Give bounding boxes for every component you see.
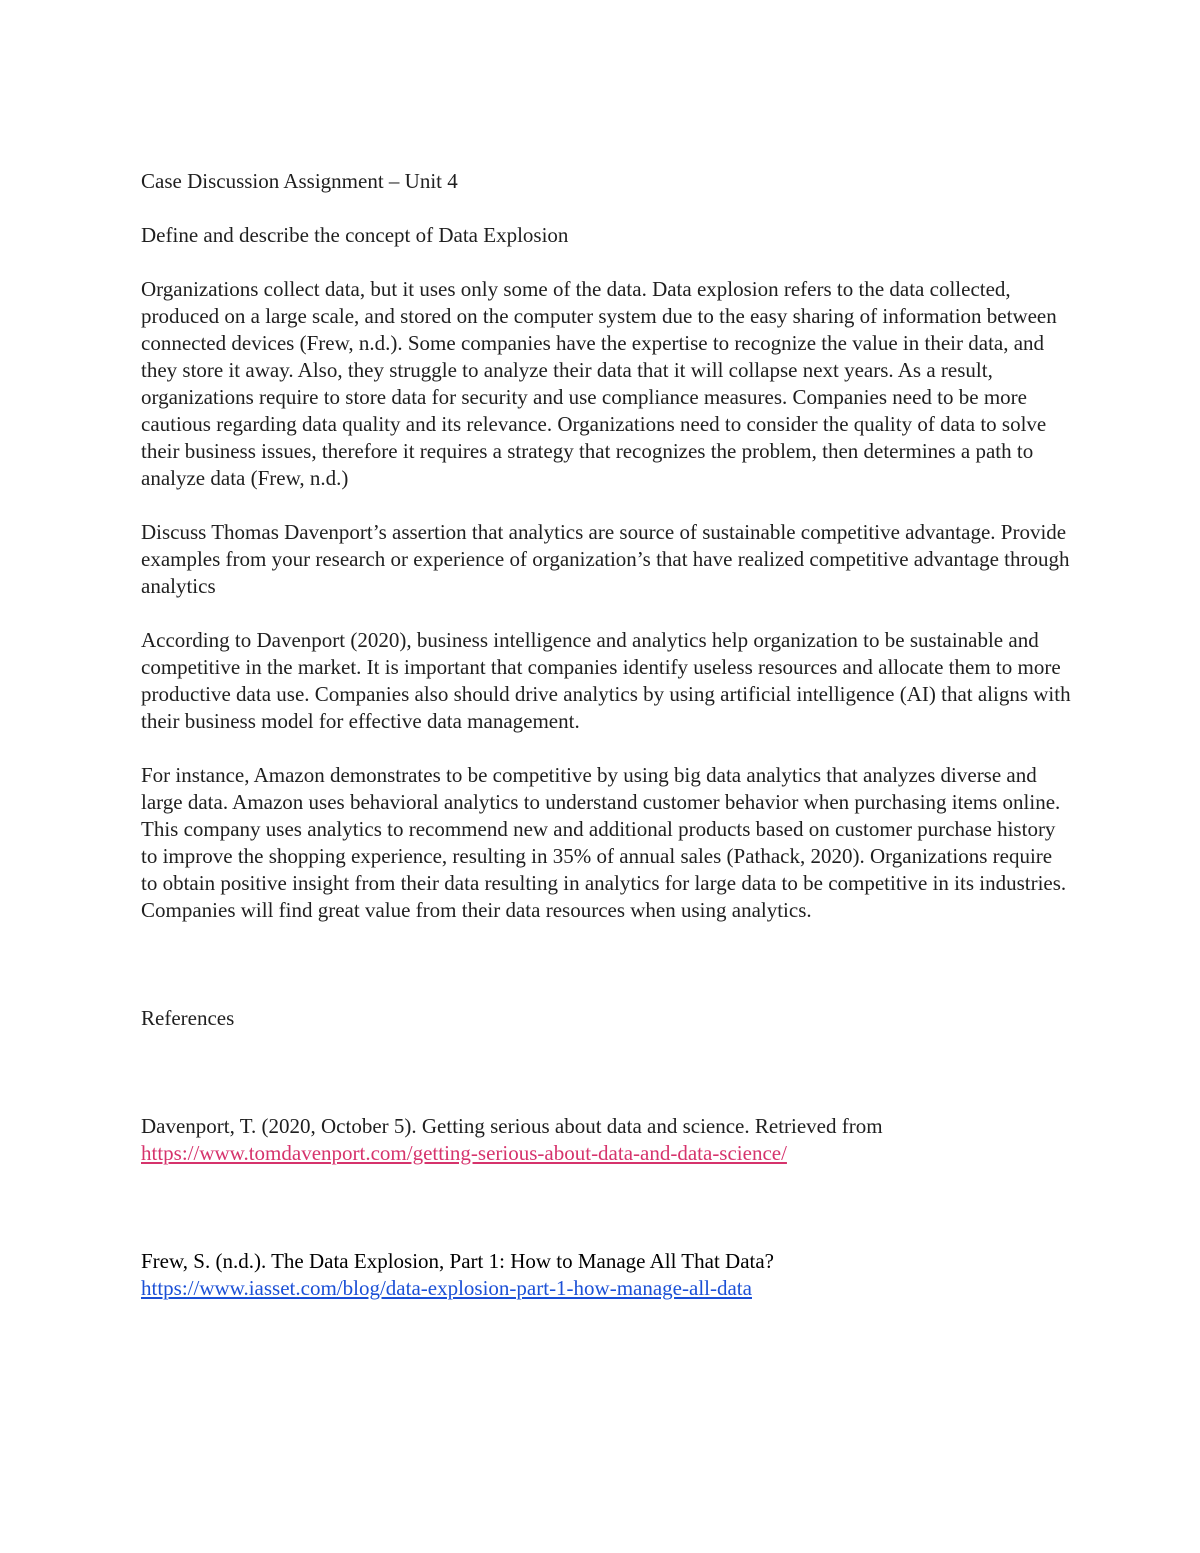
answer-1: Organizations collect data, but it uses only some of the data. Data explosion refers to the data collected, produced on a large scale, and stored on the computer system due to the easy sharing of information between connected devices (Frew, n.d.). Some companies have the expertise to recognize the value in their data, and they store it away. Also, they struggle to analyze their data that it will collapse next years. As a result, organizations require to store data for security and use compliance measures. Companies need to be more cautious regarding data quality and its relevance. Organizations need to consider the quality of data to solve their business issues, therefore it requires a strategy that recognizes the problem, then determines a path to analyze data (Frew, n.d.) xyxy=(141,277,1057,490)
document-title: Case Discussion Assignment – Unit 4 xyxy=(141,169,458,193)
question-1: Define and describe the concept of Data Explosion xyxy=(141,223,569,247)
document-body xyxy=(141,168,1071,1302)
reference-frew-link[interactable]: https://www.iasset.com/blog/data-explosion-part-1-how-manage-all-data xyxy=(141,1276,752,1300)
reference-frew xyxy=(141,1248,1071,1302)
question-2: Discuss Thomas Davenport’s assertion that analytics are source of sustainable competitive advantage. Provide examples from your research or experience of organization’s that have realized competitive advantage through analytics xyxy=(141,520,1070,598)
reference-davenport-link[interactable]: https://www.tomdavenport.com/getting-serious-about-data-and-data-science/ xyxy=(141,1141,787,1165)
answer-3: For instance, Amazon demonstrates to be competitive by using big data analytics that analyzes diverse and large data. Amazon uses behavioral analytics to understand customer behavior when purchasing items online. This company uses analytics to recommend new and additional products based on customer purchase history to improve the shopping experience, resulting in 35% of annual sales (Pathack, 2020). Organizations require to obtain positive insight from their data resulting in analytics for large data to be competitive in its industries. Companies will find great value from their data resources when using analytics. xyxy=(141,763,1067,922)
answer-2: According to Davenport (2020), business intelligence and analytics help organization to be sustainable and competitive in the market. It is important that companies identify useless resources and allocate them to more productive data use. Companies also should drive analytics by using artificial intelligence (AI) that aligns with their business model for effective data management. xyxy=(141,628,1071,733)
reference-davenport xyxy=(141,1113,1071,1167)
reference-davenport-text: Davenport, T. (2020, October 5). Getting serious about data and science. Retrieved from xyxy=(141,1114,883,1138)
reference-frew-text: Frew, S. (n.d.). The Data Explosion, Part 1: How to Manage All That Data? xyxy=(141,1249,774,1273)
references-heading: References xyxy=(141,1006,235,1030)
